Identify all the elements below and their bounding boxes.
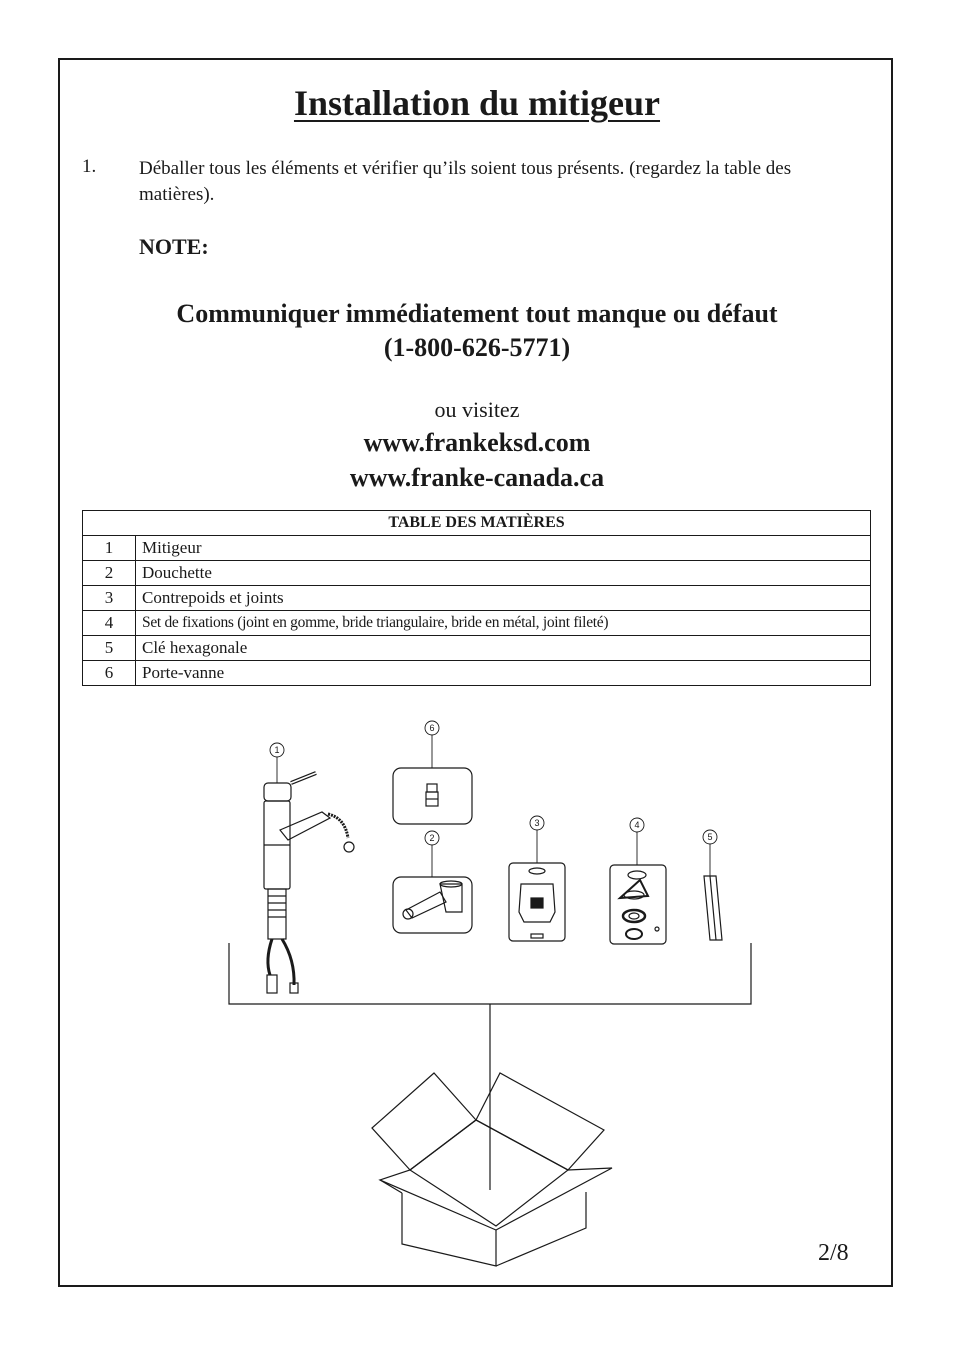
- row-number: 1: [83, 536, 136, 561]
- table-header: TABLE DES MATIÈRES: [83, 511, 871, 536]
- table-header-row: [83, 511, 871, 536]
- row-number: 6: [83, 661, 136, 686]
- page-number: 2/8: [818, 1240, 849, 1266]
- website-link-franke-canada[interactable]: www.franke-canada.ca: [349, 463, 605, 492]
- contact-block: [0, 297, 954, 365]
- note-label: NOTE:: [139, 234, 209, 259]
- callout-4-label: 4: [634, 820, 640, 830]
- callout-6-label: 6: [429, 723, 435, 733]
- table-row: [83, 561, 871, 586]
- hand-spray-illustration: [393, 877, 472, 933]
- step-number: 1.: [82, 156, 97, 177]
- valve-holder-illustration: [393, 768, 472, 824]
- row-label: Clé hexagonale: [136, 636, 871, 661]
- row-label: Douchette: [136, 561, 871, 586]
- table-row: [83, 586, 871, 611]
- table-of-contents: [82, 510, 871, 686]
- callout-5-label: 5: [707, 832, 713, 842]
- table-row: [83, 636, 871, 661]
- row-number: 4: [83, 611, 136, 636]
- website-link-frankeksd[interactable]: www.frankeksd.com: [363, 428, 591, 457]
- table-row: [83, 661, 871, 686]
- faucet-illustration: [264, 773, 354, 993]
- callout-2-label: 2: [429, 833, 435, 843]
- hex-key-illustration: [704, 876, 722, 940]
- grouping-bracket: [229, 943, 751, 1004]
- open-box-illustration: [372, 1073, 612, 1266]
- parts-diagram: [0, 700, 954, 1280]
- counterweight-illustration: [509, 863, 565, 941]
- or-visit-text: ou visitez: [434, 397, 520, 422]
- row-label: Porte-vanne: [136, 661, 871, 686]
- callout-3-label: 3: [534, 818, 540, 828]
- row-number: 5: [83, 636, 136, 661]
- table-row: [83, 536, 871, 561]
- step-text: Déballer tous les éléments et vérifier qu’ils soient tous présents. (regardez la table des matières).: [139, 158, 792, 205]
- fixation-set-illustration: [610, 865, 666, 944]
- contact-message: Communiquer immédiatement tout manque ou défaut: [176, 299, 778, 328]
- row-label: Mitigeur: [136, 536, 871, 561]
- row-label: Contrepoids et joints: [136, 586, 871, 611]
- contact-phone: (1-800-626-5771): [383, 333, 571, 362]
- table-row: [83, 611, 871, 636]
- row-label: Set de fixations (joint en gomme, bride triangulaire, bride en métal, joint fileté): [136, 611, 871, 636]
- callout-1-label: 1: [274, 745, 280, 755]
- page-title: Installation du mitigeur: [293, 83, 661, 123]
- row-number: 2: [83, 561, 136, 586]
- row-number: 3: [83, 586, 136, 611]
